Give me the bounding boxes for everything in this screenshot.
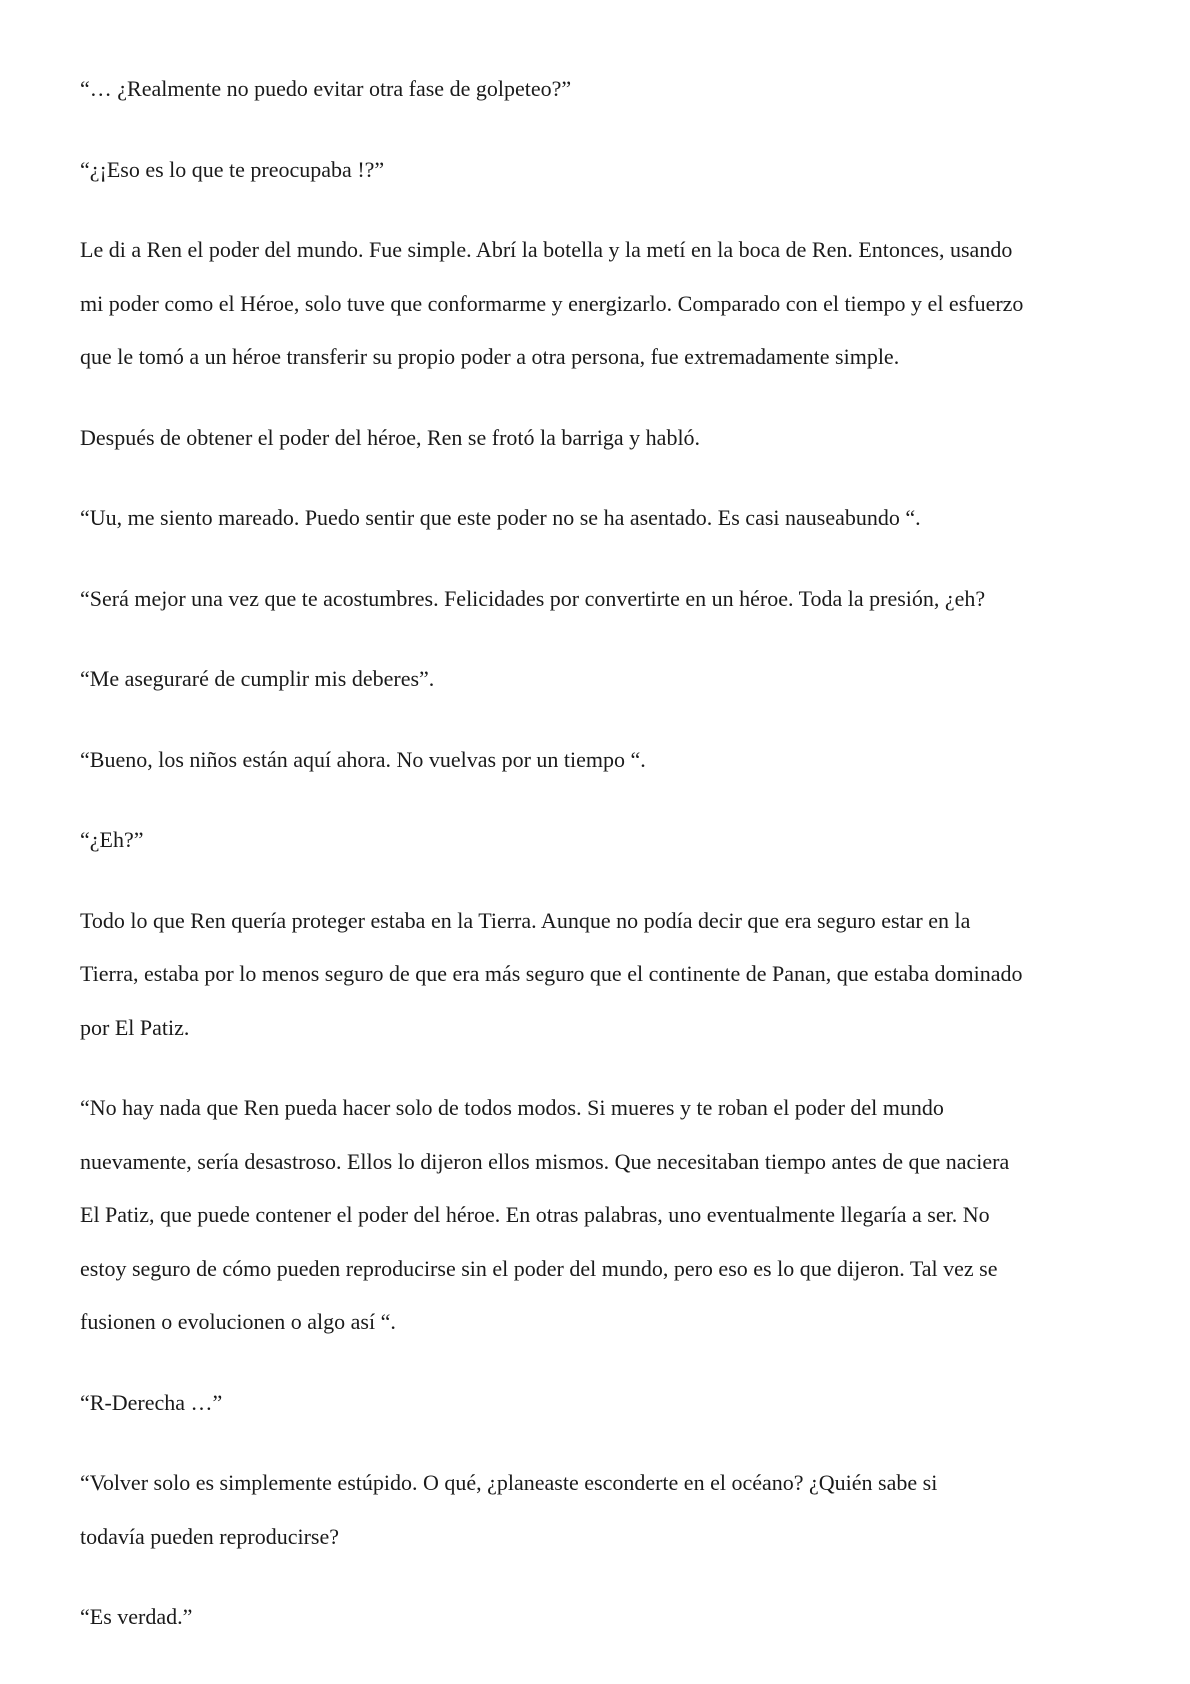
text-line: que le tomó a un héroe transferir su propio poder a otra persona, fue extremadamente simple. [80,344,900,369]
paragraph [80,733,1120,787]
paragraph [80,894,1120,1055]
paragraph [80,62,1120,116]
text-line: Le di a Ren el poder del mundo. Fue simple. Abrí la botella y la metí en la boca de Ren. Entonces, usando [80,237,1013,262]
paragraph [80,813,1120,867]
paragraph [80,1376,1120,1430]
text-line: Tierra, estaba por lo menos seguro de que era más seguro que el continente de Panan, que estaba dominado [80,961,1023,986]
text-line: Después de obtener el poder del héroe, Ren se frotó la barriga y habló. [80,424,701,450]
paragraph [80,572,1120,626]
text-line: El Patiz, que puede contener el poder del héroe. En otras palabras, uno eventualmente llegaría a ser. No [80,1202,990,1227]
text-line: Todo lo que Ren quería proteger estaba en la Tierra. Aunque no podía decir que era seguro estar en la [80,907,971,933]
text-line: todavía pueden reproducirse? [80,1523,339,1549]
text-line: “Me aseguraré de cumplir mis deberes”. [80,666,435,691]
paragraph [80,1590,1120,1644]
text-line: “¿Eh?” [80,827,144,852]
text-line: nuevamente, sería desastroso. Ellos lo dijeron ellos mismos. Que necesitaban tiempo antes de que naciera [80,1148,1010,1174]
text-line: por El Patiz. [80,1014,190,1040]
paragraph [80,143,1120,197]
text-line: “Volver solo es simplemente estúpido. O qué, ¿planeaste esconderte en el océano? ¿Quién sabe si [80,1470,938,1495]
text-line: “Será mejor una vez que te acostumbres. Felicidades por convertirte en un héroe. Toda la presión, ¿eh? [80,585,986,611]
paragraph [80,491,1120,545]
paragraph [80,1456,1120,1563]
text-line: “R-Derecha …” [80,1389,223,1415]
paragraph [80,652,1120,706]
text-line: “… ¿Realmente no puedo evitar otra fase de golpeteo?” [80,76,572,101]
text-line: estoy seguro de cómo pueden reproducirse sin el poder del mundo, pero eso es lo que dijeron. Tal vez se [80,1255,998,1281]
document-body [80,62,1120,1671]
text-line: fusionen o evolucionen o algo así “. [80,1309,396,1334]
paragraph [80,1081,1120,1349]
text-line: mi poder como el Héroe, solo tuve que conformarme y energizarlo. Comparado con el tiempo y el esfuerzo [80,290,1024,316]
paragraph [80,223,1120,384]
text-line: “Uu, me siento mareado. Puedo sentir que este poder no se ha asentado. Es casi nauseabundo “. [80,505,921,530]
text-line: “Bueno, los niños están aquí ahora. No vuelvas por un tiempo “. [80,746,646,772]
text-line: “¿¡Eso es lo que te preocupaba !?” [80,156,385,182]
paragraph [80,411,1120,465]
text-line: “No hay nada que Ren pueda hacer solo de todos modos. Si mueres y te roban el poder del mundo [80,1095,944,1120]
text-line: “Es verdad.” [80,1604,193,1629]
